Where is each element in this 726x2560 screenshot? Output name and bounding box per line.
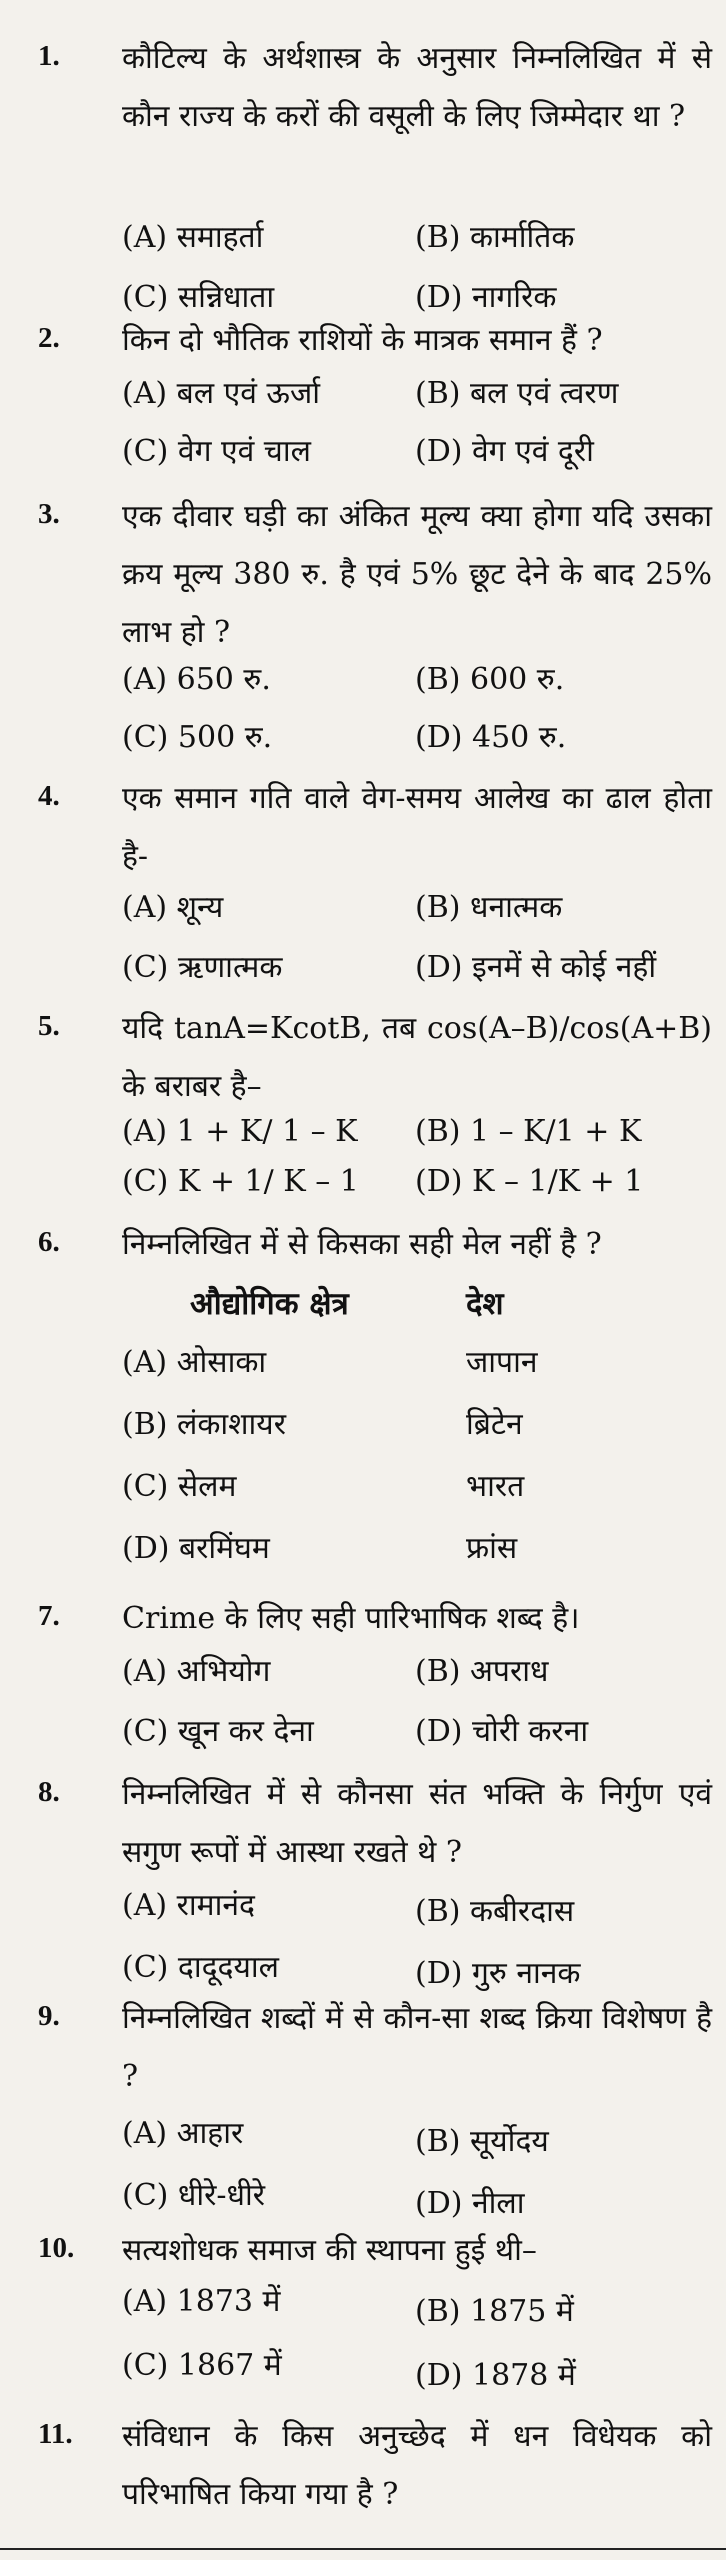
option-d[interactable]: (D) नीला	[415, 2186, 525, 2221]
question-number: 9.	[38, 2000, 60, 2032]
option-c[interactable]: (C) 500 रु.	[122, 720, 273, 755]
match-header-industrial-area: औद्योगिक क्षेत्र	[190, 1286, 349, 1322]
question-text: निम्नलिखित शब्दों में से कौन-सा शब्द क्रिया विशेषण है ?	[122, 2001, 712, 2094]
question-text: निम्नलिखित में से किसका सही मेल नहीं है ?	[122, 1227, 602, 1262]
question-text: एक समान गति वाले वेग-समय आलेख का ढाल होता है-	[122, 781, 712, 874]
option-a[interactable]: (A) 1873 में	[122, 2284, 281, 2319]
option-b[interactable]: (B) 600 रु.	[415, 662, 565, 697]
match-country-b: ब्रिटेन	[466, 1407, 523, 1442]
match-option-c[interactable]: (C) सेलम	[122, 1469, 237, 1504]
option-b[interactable]: (B) कबीरदास	[415, 1894, 575, 1929]
question-number: 3.	[38, 498, 60, 530]
match-header-country: देश	[466, 1286, 504, 1322]
option-c[interactable]: (C) धीरे-धीरे	[122, 2178, 266, 2213]
question-text: संविधान के किस अनुच्छेद में धन विधेयक को परिभाषित किया गया है ?	[122, 2419, 712, 2512]
option-b[interactable]: (B) बल एवं त्वरण	[415, 376, 619, 411]
option-c[interactable]: (C) वेग एवं चाल	[122, 434, 311, 469]
option-b[interactable]: (B) कार्मातिक	[415, 220, 575, 255]
option-c[interactable]: (C) 1867 में	[122, 2348, 282, 2383]
option-a[interactable]: (A) समाहर्ता	[122, 220, 264, 255]
match-country-d: फ्रांस	[466, 1531, 518, 1566]
option-b[interactable]: (B) 1875 में	[415, 2294, 574, 2329]
option-a[interactable]: (A) रामानंद	[122, 1888, 255, 1923]
option-c[interactable]: (C) ऋणात्मक	[122, 950, 283, 985]
option-d[interactable]: (D) 1878 में	[415, 2358, 576, 2393]
question-number: 7.	[38, 1600, 60, 1632]
question-number: 11.	[38, 2418, 73, 2450]
question-number: 4.	[38, 780, 60, 812]
question-number: 5.	[38, 1010, 60, 1042]
option-b[interactable]: (B) धनात्मक	[415, 890, 563, 925]
option-c[interactable]: (C) खून कर देना	[122, 1714, 314, 1749]
question-text: कौटिल्य के अर्थशास्त्र के अनुसार निम्नलिखित में से कौन राज्य के करों की वसूली के लिए जिम्मेदार था ?	[122, 41, 712, 134]
option-d[interactable]: (D) चोरी करना	[415, 1714, 589, 1749]
option-a[interactable]: (A) बल एवं ऊर्जा	[122, 376, 321, 411]
option-a[interactable]: (A) अभियोग	[122, 1654, 271, 1689]
question-number: 1.	[38, 40, 60, 72]
option-b[interactable]: (B) अपराध	[415, 1654, 549, 1689]
option-c[interactable]: (C) दादूदयाल	[122, 1950, 279, 1985]
option-a[interactable]: (A) 650 रु.	[122, 662, 271, 697]
option-b[interactable]: (B) सूर्योदय	[415, 2124, 549, 2159]
question-text: यदि tanA=KcotB, तब cos(A–B)/cos(A+B) के बराबर है–	[122, 1011, 712, 1104]
option-d[interactable]: (D) K – 1/K + 1	[415, 1164, 644, 1199]
option-b[interactable]: (B) 1 – K/1 + K	[415, 1114, 642, 1149]
bottom-rule	[0, 2548, 726, 2550]
option-a[interactable]: (A) शून्य	[122, 890, 224, 925]
option-d[interactable]: (D) वेग एवं दूरी	[415, 434, 594, 469]
option-c[interactable]: (C) सन्निधाता	[122, 280, 275, 315]
question-number: 2.	[38, 322, 60, 354]
match-option-a[interactable]: (A) ओसाका	[122, 1345, 267, 1380]
match-country-c: भारत	[466, 1469, 525, 1504]
question-text: निम्नलिखित में से कौनसा संत भक्ति के निर्गुण एवं सगुण रूपों में आस्था रखते थे ?	[122, 1777, 712, 1870]
option-a[interactable]: (A) 1 + K/ 1 – K	[122, 1114, 358, 1149]
question-number: 6.	[38, 1226, 60, 1258]
option-a[interactable]: (A) आहार	[122, 2116, 244, 2151]
question-text: Crime के लिए सही पारिभाषिक शब्द है।	[122, 1601, 580, 1636]
question-number: 10.	[38, 2232, 75, 2264]
question-number: 8.	[38, 1776, 60, 1808]
question-text: सत्यशोधक समाज की स्थापना हुई थी–	[122, 2233, 537, 2268]
question-text: किन दो भौतिक राशियों के मात्रक समान हैं ?	[122, 323, 603, 358]
match-country-a: जापान	[466, 1345, 538, 1380]
option-d[interactable]: (D) 450 रु.	[415, 720, 567, 755]
option-c[interactable]: (C) K + 1/ K – 1	[122, 1164, 359, 1199]
option-d[interactable]: (D) नागरिक	[415, 280, 557, 315]
option-d[interactable]: (D) गुरु नानक	[415, 1956, 581, 1991]
match-option-d[interactable]: (D) बरमिंघम	[122, 1531, 270, 1566]
question-text: एक दीवार घड़ी का अंकित मूल्य क्या होगा यदि उसका क्रय मूल्य 380 रु. है एवं 5% छूट देने के बाद 25% लाभ हो ?	[122, 499, 712, 650]
option-d[interactable]: (D) इनमें से कोई नहीं	[415, 950, 657, 985]
match-option-b[interactable]: (B) लंकाशायर	[122, 1407, 286, 1442]
